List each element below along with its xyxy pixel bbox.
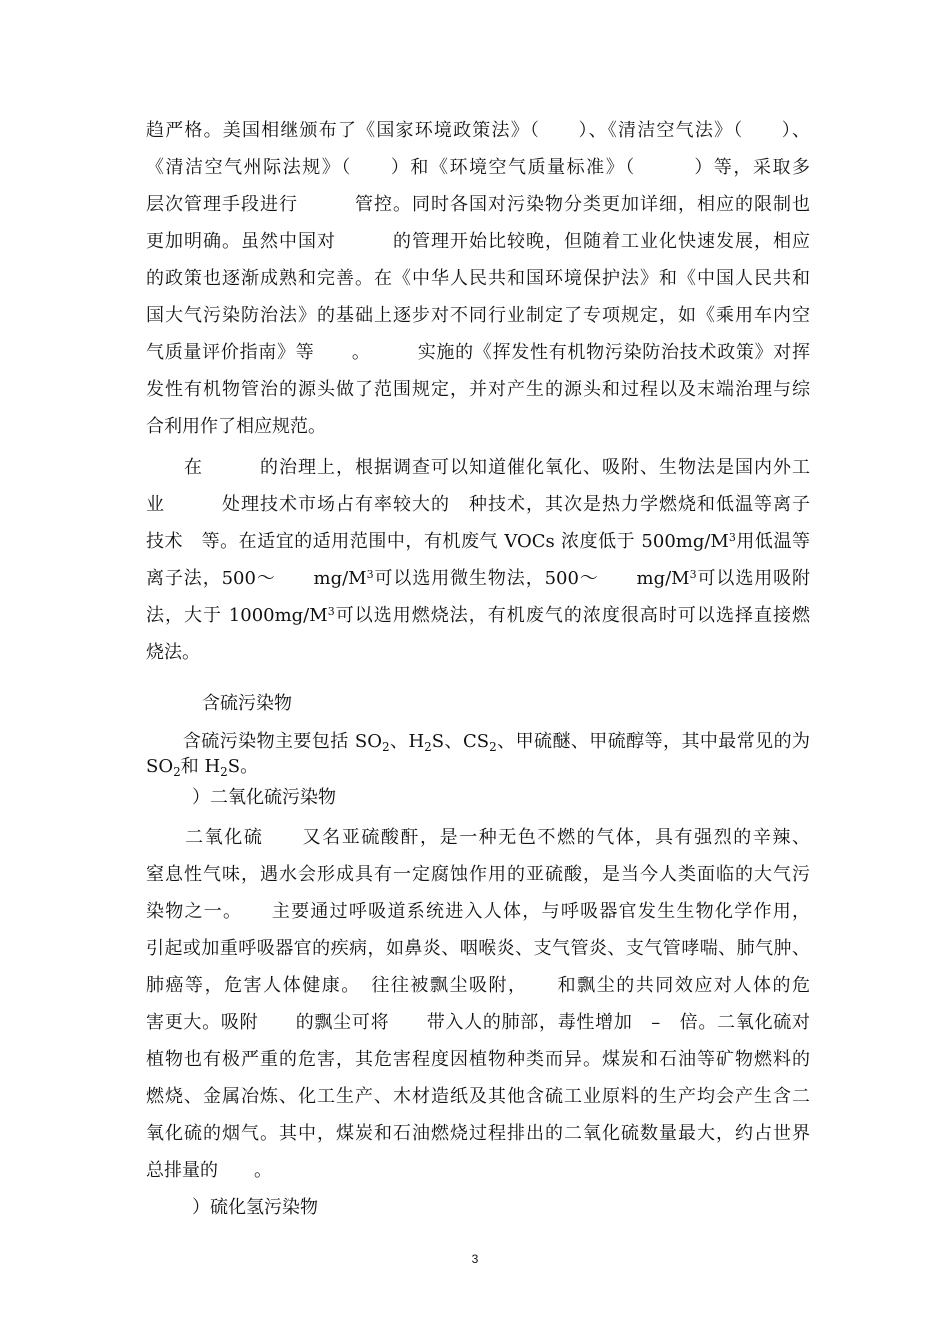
paragraph-line — [146, 530, 810, 554]
superscript: 3 — [689, 568, 697, 581]
page-number: 3 — [471, 1252, 479, 1266]
paragraph-line: 氧化硫的烟气。其中，煤炭和石油燃烧过程排出的二氧化硫数量最大，约占世界 — [146, 1123, 810, 1144]
text-segment: 和 H — [180, 756, 221, 777]
paragraph-line: 国大气污染防治法》的基础上逐步对不同行业制定了专项规定，如《乘用车内空 — [146, 305, 810, 326]
paragraph-line: 在 的治理上，根据调查可以知道催化氧化、吸附、生物法是国内外工 — [146, 457, 810, 478]
paragraph-line: 烧法。 — [146, 642, 200, 663]
subsection-heading: ）二氧化硫污染物 — [192, 787, 336, 808]
text-segment: S、CS — [431, 731, 490, 752]
paragraph-line: 发性有机物管治的源头做了范围规定，并对产生的源头和过程以及末端治理与综 — [146, 379, 810, 400]
paragraph-line: 更加明确。虽然中国对 的管理开始比较晚，但随着工业化快速发展，相应 — [146, 231, 810, 252]
paragraph-line: 气质量评价指南》等 。 实施的《挥发性有机物污染防治技术政策》对挥 — [146, 342, 810, 363]
superscript: 3 — [366, 568, 374, 581]
paragraph-line: 业 处理技术市场占有率较大的 种技术，其次是热力学燃烧和低温等离子 — [146, 494, 810, 515]
superscript: 3 — [728, 531, 736, 544]
paragraph-line: 二氧化硫 又名亚硫酸酐，是一种无色不燃的气体，具有强烈的辛辣、 — [146, 827, 810, 848]
paragraph-line: 染物之一。 主要通过呼吸道系统进入人体，与呼吸器官发生生物化学作用， — [146, 901, 810, 922]
paragraph-line — [146, 730, 810, 754]
paragraph-line: 窒息性气味，遇水会形成具有一定腐蚀作用的亚硫酸，是当今人类面临的大气污 — [146, 864, 810, 885]
subscript: 2 — [381, 740, 390, 754]
section-heading: 含硫污染物 — [202, 693, 292, 714]
text-segment: 可以选用吸附 — [696, 568, 811, 589]
text-segment: 用低温等 — [735, 531, 810, 552]
paragraph-line: 引起或加重呼吸器官的疾病，如鼻炎、咽喉炎、支气管炎、支气管哮喘、肺气肿、 — [146, 938, 810, 959]
paragraph-line: 害更大。吸附 的飘尘可将 带入人的肺部，毒性增加 – 倍。二氧化硫对 — [146, 1012, 810, 1033]
paragraph-line — [146, 604, 810, 628]
text-segment: 技术 等。在适宜的适用范围中，有机废气 VOCs 浓度低于 500mg/M — [146, 531, 729, 552]
text-segment: SO — [146, 756, 174, 777]
paragraph-line: 《清洁空气州际法规》（ ）和《环境空气质量标准》（ ）等，采取多 — [146, 157, 810, 178]
paragraph-line: 合利用作了相应规范。 — [146, 416, 326, 437]
paragraph-line — [146, 755, 810, 779]
paragraph-line — [146, 567, 810, 591]
text-segment: 、甲硫醚、甲硫醇等，其中最常见的为 — [496, 731, 811, 752]
text-segment: 可以选用微生物法，500～ mg/M — [373, 568, 690, 589]
paragraph-line: 肺癌等，危害人体健康。 往往被飘尘吸附， 和飘尘的共同效应对人体的危 — [146, 975, 810, 996]
text-segment: 离子法，500～ mg/M — [146, 568, 367, 589]
paragraph-line: 燃烧、金属冶炼、化工生产、木材造纸及其他含硫工业原料的生产均会产生含二 — [146, 1086, 810, 1107]
superscript: 3 — [327, 605, 335, 618]
subscript: 2 — [173, 765, 181, 779]
text-segment: 含硫污染物主要包括 SO — [146, 731, 382, 752]
subsection-heading: ）硫化氢污染物 — [192, 1197, 318, 1218]
text-segment: 可以选用燃烧法，有机废气的浓度很高时可以选择直接燃 — [334, 605, 810, 626]
subscript: 2 — [489, 740, 497, 754]
text-segment: 、H — [389, 731, 425, 752]
paragraph-line: 层次管理手段进行 管控。同时各国对污染物分类更加详细，相应的限制也 — [146, 194, 810, 215]
text-segment: 法，大于 1000mg/M — [146, 605, 328, 626]
paragraph-line: 的政策也逐渐成熟和完善。在《中华人民共和国环境保护法》和《中国人民共和 — [146, 268, 810, 289]
subscript: 2 — [220, 765, 228, 779]
paragraph-line: 趋严格。美国相继颁布了《国家环境政策法》（ ）、《清洁空气法》（ ）、 — [146, 120, 810, 141]
paragraph-line: 植物也有极严重的危害，其危害程度因植物种类而异。煤炭和石油等矿物燃料的 — [146, 1049, 810, 1070]
text-segment: S。 — [227, 756, 259, 777]
paragraph-line: 总排量的 。 — [146, 1160, 272, 1181]
subscript: 2 — [424, 740, 432, 754]
